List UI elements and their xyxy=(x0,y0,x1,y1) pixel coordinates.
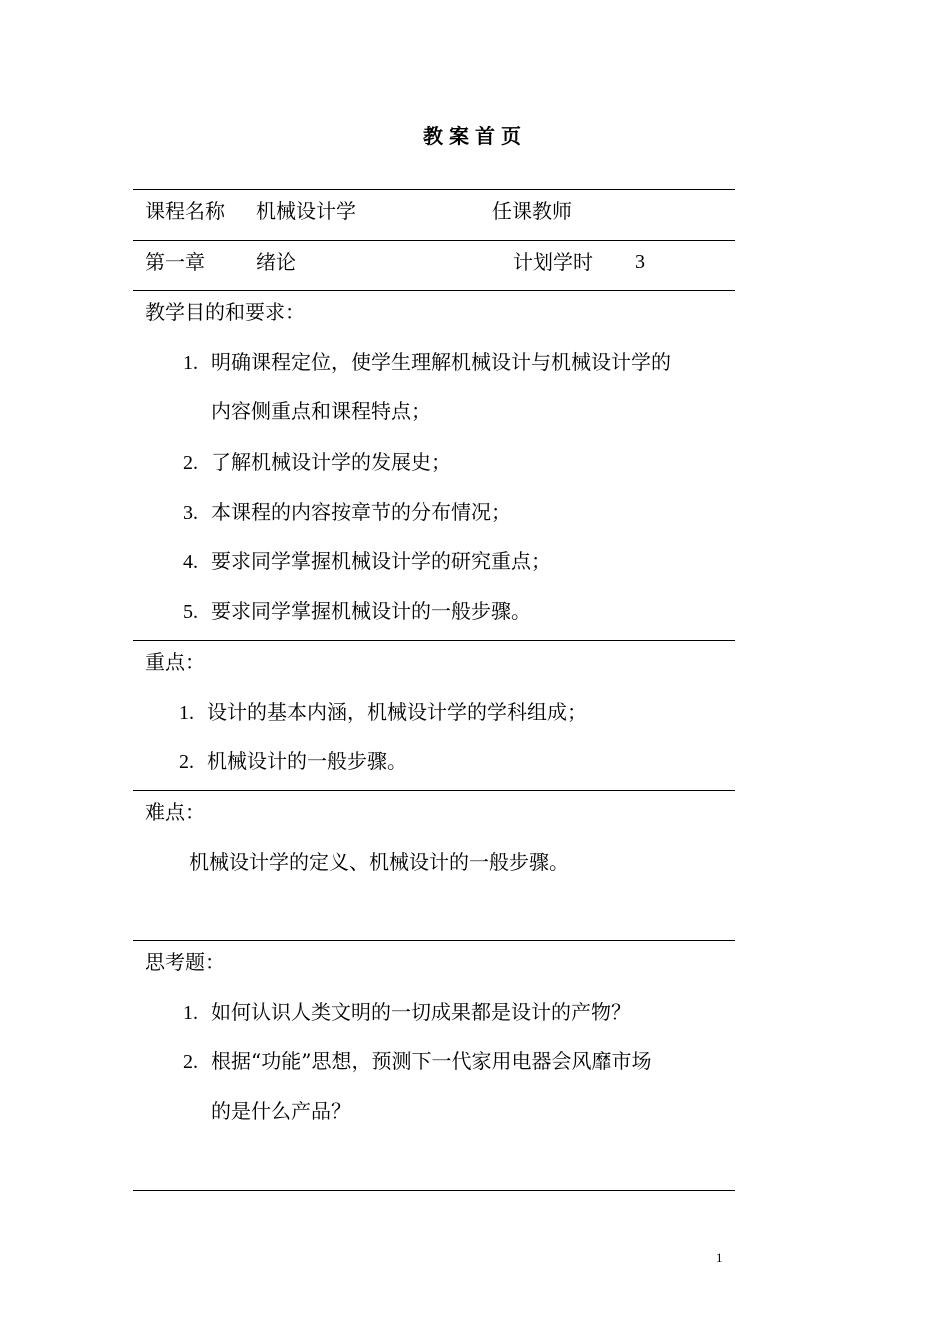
list-item: 2. 了解机械设计学的发展史； xyxy=(183,450,451,474)
page-title: 教案首页 xyxy=(423,124,527,148)
planned-hours-label: 计划学时 xyxy=(513,250,593,274)
difficulties-heading: 难点： xyxy=(145,800,205,824)
chapter-label: 第一章 xyxy=(145,250,205,274)
list-item: 1. 设计的基本内涵，机械设计学的学科组成； xyxy=(179,700,587,724)
planned-hours-value: 3 xyxy=(635,251,645,273)
list-item-continuation: 的是什么产品？ xyxy=(211,1099,351,1123)
page-number: 1 xyxy=(716,1250,723,1265)
row-divider xyxy=(133,940,735,941)
row-divider xyxy=(133,790,735,791)
questions-heading: 思考题： xyxy=(145,950,225,974)
chapter-title: 绪论 xyxy=(256,250,296,274)
difficulties-text: 机械设计学的定义、机械设计的一般步骤。 xyxy=(189,850,569,874)
course-name-value: 机械设计学 xyxy=(256,199,356,223)
list-item: 1. 明确课程定位，使学生理解机械设计与机械设计学的 xyxy=(183,350,671,374)
objectives-heading: 教学目的和要求： xyxy=(145,300,305,324)
list-item-continuation: 内容侧重点和课程特点； xyxy=(211,399,431,423)
list-item: 2. 根据“功能”思想，预测下一代家用电器会风靡市场 xyxy=(183,1049,652,1073)
table-top-rule xyxy=(133,189,735,190)
row-divider xyxy=(133,240,735,241)
row-divider xyxy=(133,640,735,641)
list-item: 4. 要求同学掌握机械设计学的研究重点； xyxy=(183,549,551,573)
course-name-label: 课程名称 xyxy=(145,199,225,223)
list-item: 5. 要求同学掌握机械设计的一般步骤。 xyxy=(183,599,531,623)
row-divider xyxy=(133,290,735,291)
teacher-label: 任课教师 xyxy=(492,199,572,223)
key-points-heading: 重点： xyxy=(145,650,205,674)
list-item: 2. 机械设计的一般步骤。 xyxy=(179,749,407,773)
list-item: 3. 本课程的内容按章节的分布情况； xyxy=(183,500,511,524)
list-item: 1. 如何认识人类文明的一切成果都是设计的产物？ xyxy=(183,1000,631,1024)
table-bottom-rule xyxy=(133,1190,735,1191)
